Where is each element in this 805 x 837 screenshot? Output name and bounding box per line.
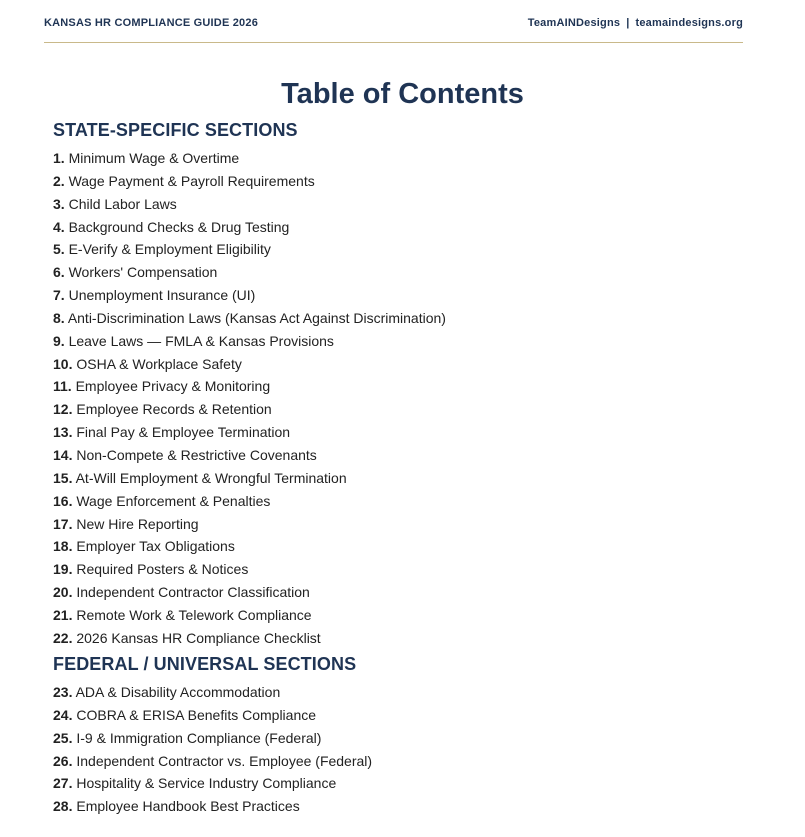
toc-entry-label: New Hire Reporting bbox=[76, 515, 199, 532]
toc-entry[interactable] bbox=[53, 604, 446, 627]
toc-entry-label: Leave Laws — FMLA & Kansas Provisions bbox=[68, 332, 334, 349]
toc-entry-label: Employee Records & Retention bbox=[76, 401, 272, 418]
toc-entry-label: Background Checks & Drug Testing bbox=[68, 218, 290, 235]
toc-entry[interactable] bbox=[53, 398, 446, 421]
header-brand-info bbox=[528, 17, 743, 29]
toc-entry[interactable] bbox=[53, 216, 446, 239]
toc-entry[interactable] bbox=[53, 421, 446, 444]
toc-entry-number: 11. bbox=[53, 378, 72, 395]
toc-entry[interactable] bbox=[53, 375, 446, 398]
toc-entry-number: 24. bbox=[53, 706, 73, 723]
toc-entry-label: Required Posters & Notices bbox=[76, 561, 249, 578]
toc-entry-label: Independent Contractor Classification bbox=[76, 584, 310, 601]
toc-entry[interactable] bbox=[53, 581, 446, 604]
toc-entry[interactable] bbox=[53, 535, 446, 558]
toc-entry[interactable] bbox=[53, 681, 372, 704]
toc-entry-label: I-9 & Immigration Compliance (Federal) bbox=[76, 729, 322, 746]
toc-entry-label: Minimum Wage & Overtime bbox=[68, 150, 240, 166]
toc-entry-label: Hospitality & Service Industry Compliance bbox=[76, 775, 337, 792]
toc-entry-label: 2026 Kansas HR Compliance Checklist bbox=[76, 629, 321, 646]
toc-entry-number: 26. bbox=[53, 752, 73, 769]
toc-entry-number: 1. bbox=[53, 150, 65, 166]
toc-entry-label: Anti-Discrimination Laws (Kansas Act Against Discrimination) bbox=[67, 309, 446, 326]
toc-entry[interactable] bbox=[53, 627, 446, 650]
toc-entry-number: 15. bbox=[53, 469, 73, 486]
toc-entry-label: ADA & Disability Accommodation bbox=[75, 684, 281, 700]
toc-entry[interactable] bbox=[53, 704, 372, 727]
toc-entry[interactable] bbox=[53, 727, 372, 750]
toc-entry-label: Non-Compete & Restrictive Covenants bbox=[76, 446, 317, 463]
toc-entry[interactable] bbox=[53, 558, 446, 581]
toc-entry-label: Wage Enforcement & Penalties bbox=[76, 492, 271, 509]
toc-entry-number: 18. bbox=[53, 538, 73, 555]
toc-list-state bbox=[53, 147, 446, 650]
toc-entry-number: 6. bbox=[53, 264, 65, 281]
toc-entry-number: 19. bbox=[53, 561, 73, 578]
toc-entry-number: 2. bbox=[53, 172, 65, 189]
toc-entry-label: Employee Privacy & Monitoring bbox=[75, 378, 271, 395]
toc-entry[interactable] bbox=[53, 193, 446, 216]
toc-entry-label: Unemployment Insurance (UI) bbox=[68, 287, 256, 304]
toc-entry-number: 7. bbox=[53, 287, 65, 304]
toc-entry-number: 17. bbox=[53, 515, 73, 532]
toc-entry[interactable] bbox=[53, 261, 446, 284]
toc-entry-label: Employer Tax Obligations bbox=[76, 538, 235, 555]
toc-entry-number: 9. bbox=[53, 332, 65, 349]
section-heading-federal: FEDERAL / UNIVERSAL SECTIONS bbox=[53, 654, 357, 674]
toc-entry-number: 21. bbox=[53, 606, 73, 623]
toc-entry-number: 8. bbox=[53, 309, 65, 326]
toc-entry-number: 25. bbox=[53, 729, 73, 746]
page-title: Table of Contents bbox=[281, 78, 524, 110]
toc-entry[interactable] bbox=[53, 513, 446, 536]
toc-entry-number: 23. bbox=[53, 684, 73, 700]
website-link[interactable]: teamaindesigns.org bbox=[635, 17, 743, 29]
brand-name: TeamAINDesigns bbox=[527, 17, 621, 29]
page-header bbox=[44, 17, 743, 43]
toc-entry[interactable] bbox=[53, 444, 446, 467]
toc-entry-label: Final Pay & Employee Termination bbox=[76, 424, 291, 441]
toc-entry[interactable] bbox=[53, 795, 372, 818]
header-separator: | bbox=[626, 17, 630, 29]
toc-entry-number: 22. bbox=[53, 629, 73, 646]
toc-entry-number: 3. bbox=[53, 195, 65, 212]
toc-entry-number: 28. bbox=[53, 798, 73, 815]
toc-entry-label: Workers' Compensation bbox=[68, 264, 218, 281]
toc-entry-number: 14. bbox=[53, 446, 73, 463]
toc-entry-number: 10. bbox=[53, 355, 73, 372]
toc-entry-label: At-Will Employment & Wrongful Termination bbox=[75, 469, 347, 486]
toc-entry[interactable] bbox=[53, 330, 446, 353]
toc-entry-label: COBRA & ERISA Benefits Compliance bbox=[76, 706, 317, 723]
toc-entry-label: Child Labor Laws bbox=[68, 195, 177, 212]
toc-entry-label: OSHA & Workplace Safety bbox=[76, 355, 242, 372]
toc-entry-label: Employee Handbook Best Practices bbox=[76, 798, 300, 815]
toc-entry[interactable] bbox=[53, 238, 446, 261]
toc-entry-number: 20. bbox=[53, 584, 73, 601]
toc-entry-number: 13. bbox=[53, 424, 73, 441]
section-heading-state: STATE-SPECIFIC SECTIONS bbox=[53, 120, 298, 140]
toc-entry-label: Wage Payment & Payroll Requirements bbox=[68, 172, 315, 189]
toc-entry[interactable] bbox=[53, 170, 446, 193]
toc-entry[interactable] bbox=[53, 467, 446, 490]
toc-entry-label: Remote Work & Telework Compliance bbox=[76, 606, 312, 623]
toc-entry-number: 16. bbox=[53, 492, 73, 509]
toc-list-federal bbox=[53, 681, 372, 818]
toc-entry[interactable] bbox=[53, 147, 446, 170]
toc-entry-number: 4. bbox=[53, 218, 65, 235]
toc-entry[interactable] bbox=[53, 353, 446, 376]
toc-entry[interactable] bbox=[53, 772, 372, 795]
toc-entry[interactable] bbox=[53, 284, 446, 307]
toc-entry[interactable] bbox=[53, 750, 372, 773]
toc-entry-label: E-Verify & Employment Eligibility bbox=[68, 241, 271, 258]
guide-title: KANSAS HR COMPLIANCE GUIDE 2026 bbox=[44, 17, 259, 29]
toc-entry-number: 27. bbox=[53, 775, 73, 792]
toc-entry-number: 12. bbox=[53, 401, 73, 418]
toc-entry[interactable] bbox=[53, 307, 446, 330]
toc-entry-number: 5. bbox=[53, 241, 65, 258]
toc-entry[interactable] bbox=[53, 490, 446, 513]
toc-entry-label: Independent Contractor vs. Employee (Federal) bbox=[76, 752, 373, 769]
